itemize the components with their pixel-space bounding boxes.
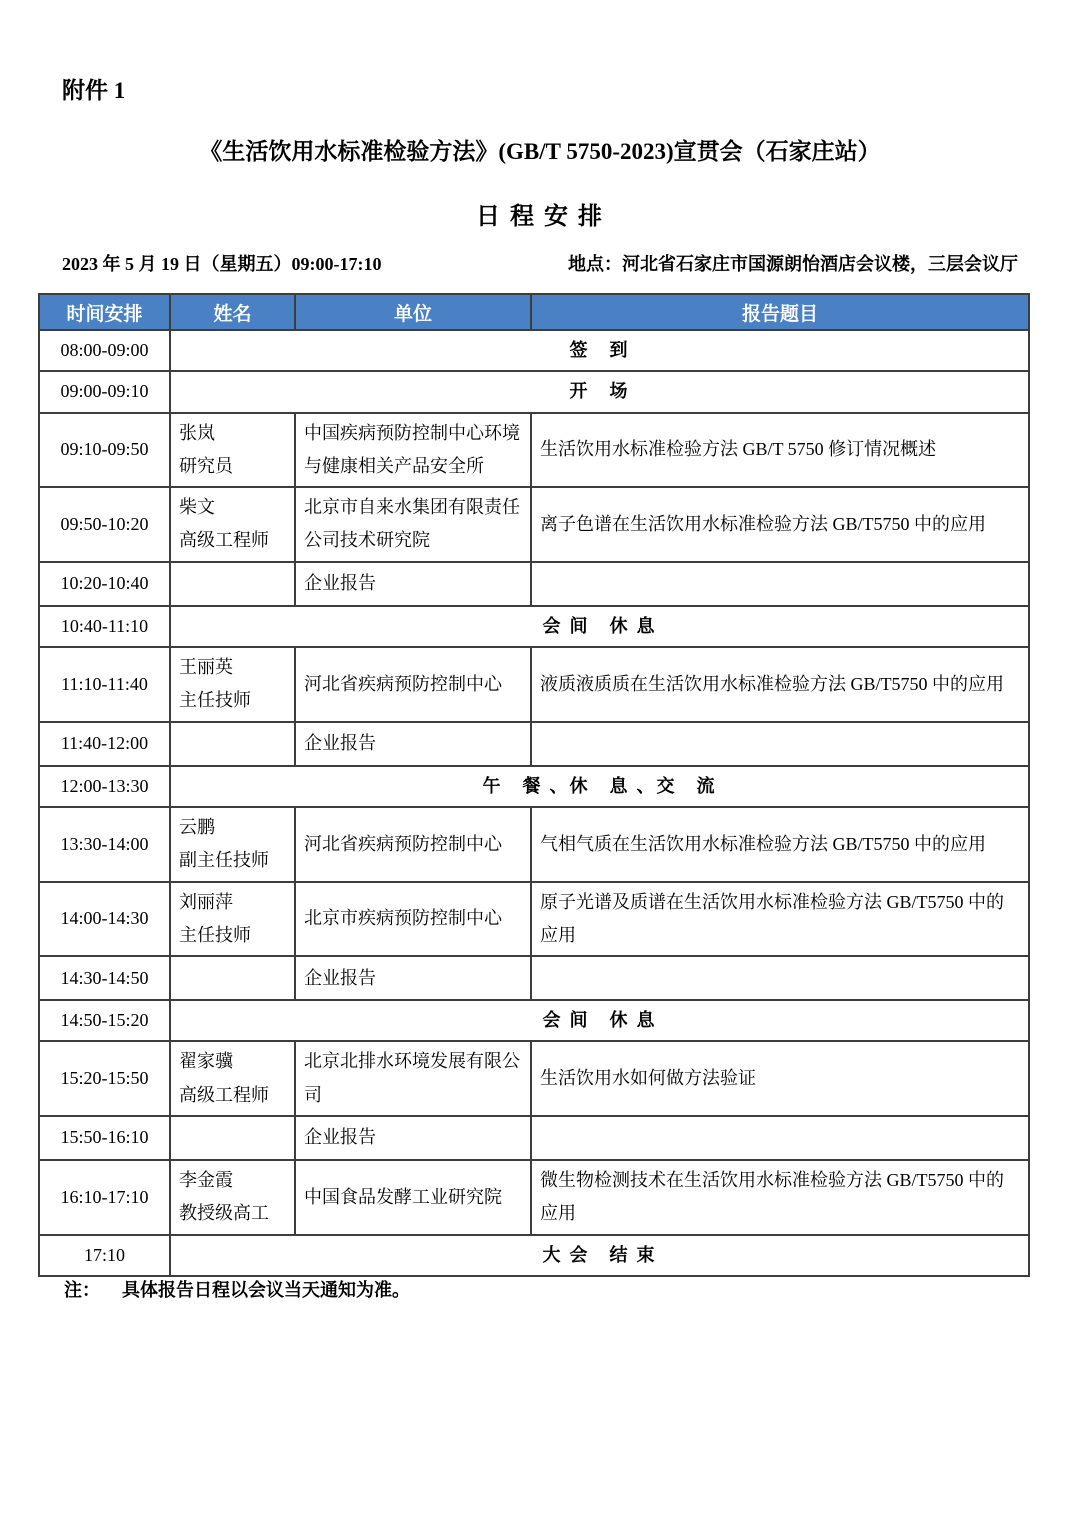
speaker-cell xyxy=(170,807,295,882)
speaker-role: 高级工程师 xyxy=(179,530,269,551)
topic-cell: 气相气质在生活饮用水标准检验方法 GB/T5750 中的应用 xyxy=(531,807,1029,882)
session-label-cell: 会 间 休 息 xyxy=(170,1000,1029,1041)
footnote-label: 注： xyxy=(64,1280,100,1300)
column-header-org: 单位 xyxy=(295,294,531,330)
time-cell: 08:00-09:00 xyxy=(39,330,170,371)
table-row xyxy=(39,371,1029,412)
time-cell: 14:50-15:20 xyxy=(39,1000,170,1041)
speaker-cell xyxy=(170,413,295,488)
table-row xyxy=(39,1160,1029,1235)
speaker-name: 王丽英 xyxy=(179,657,233,678)
time-cell: 09:10-09:50 xyxy=(39,413,170,488)
speaker-role: 主任技师 xyxy=(179,924,251,945)
topic-cell xyxy=(531,1116,1029,1160)
time-cell: 10:20-10:40 xyxy=(39,562,170,606)
event-datetime: 2023 年 5 月 19 日（星期五）09:00-17:10 xyxy=(62,254,382,274)
event-location: 地点：河北省石家庄市国源朗怡酒店会议楼，三层会议厅 xyxy=(568,254,1018,274)
time-cell: 17:10 xyxy=(39,1235,170,1276)
time-cell: 11:10-11:40 xyxy=(39,647,170,722)
table-row xyxy=(39,647,1029,722)
time-cell: 12:00-13:30 xyxy=(39,766,170,807)
table-row xyxy=(39,606,1029,647)
speaker-role: 高级工程师 xyxy=(179,1084,269,1105)
session-label-cell: 会 间 休 息 xyxy=(170,606,1029,647)
organization-cell: 北京北排水环境发展有限公司 xyxy=(295,1041,531,1116)
table-row xyxy=(39,330,1029,371)
topic-cell: 生活饮用水标准检验方法 GB/T 5750 修订情况概述 xyxy=(531,413,1029,488)
session-label-cell: 开 场 xyxy=(170,371,1029,412)
column-header-topic: 报告题目 xyxy=(531,294,1029,330)
time-cell: 15:20-15:50 xyxy=(39,1041,170,1116)
table-row xyxy=(39,1000,1029,1041)
time-cell: 09:50-10:20 xyxy=(39,487,170,562)
topic-cell xyxy=(531,722,1029,766)
topic-cell: 液质液质质在生活饮用水标准检验方法 GB/T5750 中的应用 xyxy=(531,647,1029,722)
speaker-role: 副主任技师 xyxy=(179,850,269,871)
organization-cell: 企业报告 xyxy=(295,956,531,1000)
session-label-cell: 午 餐 、休 息 、交 流 xyxy=(170,766,1029,807)
time-cell: 10:40-11:10 xyxy=(39,606,170,647)
speaker-cell xyxy=(170,882,295,957)
speaker-role: 教授级高工 xyxy=(179,1203,269,1224)
speaker-cell xyxy=(170,1160,295,1235)
topic-cell: 原子光谱及质谱在生活饮用水标准检验方法 GB/T5750 中的应用 xyxy=(531,882,1029,957)
table-row xyxy=(39,1116,1029,1160)
table-row xyxy=(39,487,1029,562)
speaker-cell xyxy=(170,722,295,766)
speaker-name: 柴文 xyxy=(179,497,215,518)
table-row xyxy=(39,413,1029,488)
topic-cell: 微生物检测技术在生活饮用水标准检验方法 GB/T5750 中的应用 xyxy=(531,1160,1029,1235)
footnote xyxy=(64,1276,410,1302)
organization-cell: 企业报告 xyxy=(295,562,531,606)
speaker-cell xyxy=(170,487,295,562)
speaker-name: 翟家骥 xyxy=(179,1051,233,1072)
organization-cell: 企业报告 xyxy=(295,722,531,766)
table-row xyxy=(39,562,1029,606)
topic-cell xyxy=(531,562,1029,606)
time-cell: 09:00-09:10 xyxy=(39,371,170,412)
column-header-time: 时间安排 xyxy=(39,294,170,330)
speaker-role: 研究员 xyxy=(179,455,233,476)
session-label-cell: 签 到 xyxy=(170,330,1029,371)
time-cell: 11:40-12:00 xyxy=(39,722,170,766)
speaker-cell xyxy=(170,1116,295,1160)
organization-cell: 河北省疾病预防控制中心 xyxy=(295,807,531,882)
time-cell: 14:30-14:50 xyxy=(39,956,170,1000)
table-header-row xyxy=(39,294,1029,330)
time-cell: 13:30-14:00 xyxy=(39,807,170,882)
table-row xyxy=(39,807,1029,882)
table-row xyxy=(39,882,1029,957)
column-header-name: 姓名 xyxy=(170,294,295,330)
organization-cell: 企业报告 xyxy=(295,1116,531,1160)
document-title: 《生活饮用水标准检验方法》(GB/T 5750-2023)宣贯会（石家庄站） xyxy=(199,139,881,164)
organization-cell: 中国食品发酵工业研究院 xyxy=(295,1160,531,1235)
speaker-name: 李金霞 xyxy=(179,1170,233,1191)
speaker-name: 刘丽萍 xyxy=(179,891,233,912)
speaker-cell xyxy=(170,1041,295,1116)
footnote-text: 具体报告日程以会议当天通知为准。 xyxy=(122,1280,410,1300)
table-row xyxy=(39,722,1029,766)
organization-cell: 北京市自来水集团有限责任公司技术研究院 xyxy=(295,487,531,562)
organization-cell: 北京市疾病预防控制中心 xyxy=(295,882,531,957)
time-cell: 14:00-14:30 xyxy=(39,882,170,957)
topic-cell xyxy=(531,956,1029,1000)
session-label-cell: 大 会 结 束 xyxy=(170,1235,1029,1276)
speaker-cell xyxy=(170,562,295,606)
speaker-name: 张岚 xyxy=(179,422,215,443)
table-row xyxy=(39,1235,1029,1276)
organization-cell: 河北省疾病预防控制中心 xyxy=(295,647,531,722)
table-row xyxy=(39,766,1029,807)
attachment-label: 附件 1 xyxy=(62,78,126,103)
time-cell: 15:50-16:10 xyxy=(39,1116,170,1160)
time-cell: 16:10-17:10 xyxy=(39,1160,170,1235)
topic-cell: 生活饮用水如何做方法验证 xyxy=(531,1041,1029,1116)
topic-cell: 离子色谱在生活饮用水标准检验方法 GB/T5750 中的应用 xyxy=(531,487,1029,562)
agenda-table xyxy=(38,293,1030,1277)
speaker-cell xyxy=(170,956,295,1000)
table-row xyxy=(39,1041,1029,1116)
schedule-heading: 日 程 安 排 xyxy=(476,204,604,230)
meta-row xyxy=(62,250,1018,276)
table-row xyxy=(39,956,1029,1000)
speaker-role: 主任技师 xyxy=(179,690,251,711)
speaker-cell xyxy=(170,647,295,722)
organization-cell: 中国疾病预防控制中心环境与健康相关产品安全所 xyxy=(295,413,531,488)
speaker-name: 云鹏 xyxy=(179,816,215,837)
